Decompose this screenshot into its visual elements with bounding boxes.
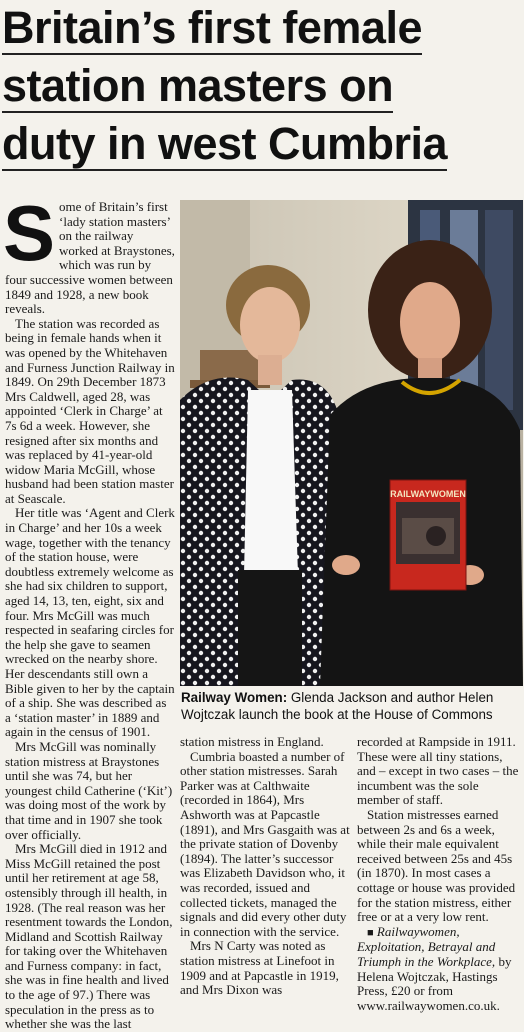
headline-line-1: Britain’s first female — [2, 2, 422, 53]
article-paragraph: Mrs McGill was nominally station mistress at Braystones until she was 74, but her youngest child Catherine (‘Kit’) was doing most of the work by that time and in 1907 she took over officially. — [5, 738, 173, 842]
article-paragraph: Mrs N Carty was noted as station mistress at Linefoot in 1909 and at Papcastle in 1919, and Mrs Dixon was — [180, 938, 339, 998]
book-reference — [357, 925, 522, 1014]
article-paragraph: station mistress in England. — [180, 734, 324, 749]
headline — [0, 0, 524, 174]
svg-text:RAILWAYWOMEN: RAILWAYWOMEN — [390, 489, 466, 499]
book-title: Railwaywomen, Exploitation, Betrayal and Triumph in the Workplace, — [357, 923, 496, 969]
article-paragraph: recorded at Rampside in 1911. These were all tiny stations, and – except in two cases – the incumbent was the sole member of staff. — [357, 734, 519, 808]
photo-caption — [181, 689, 524, 723]
article-paragraph: Cumbria boasted a number of other station mistresses. Sarah Parker was at Calthwaite (recorded in 1864), Mrs Ashworth was at Papcastle (1891), and Mrs Gasgaith was at the private station of Dovenby (1894). The latter’s successor was Elizabeth Davidson who, it was recorded, issued and collected tickets, managed the signals and did every other duty in connection with the service. — [180, 748, 350, 939]
bullet-icon: ■ — [367, 926, 374, 939]
headline-line-2: station masters on — [2, 60, 394, 111]
article-photo — [180, 200, 523, 686]
article-paragraph: The station was recorded as being in female hands when it was opened by the Whitehaven and Furness Junction Railway in 1849. On 29th December 1873 Mrs Caldwell, aged 28, was appointed ‘Clerk in Charge’ at 7s 6d a week. However, she resigned after six months and was replaced by 41-year-old widow Maria McGill, whose husband had been station master at Seascale. — [5, 315, 175, 506]
article-column-1 — [3, 189, 175, 1032]
article-paragraph: Mrs McGill died in 1912 and Miss McGill retained the post until her retirement at age 58, ostensibly through ill health, in 1928. (The real reason was her resentment towards the London, Midland and Scottish Railway for taking over the Whitehaven and Furness company: in fact, she was in fine health and lived to the age of 97.) There was speculation in the press as to whether she was the last — [5, 841, 173, 1032]
article-column-2 — [180, 735, 352, 998]
article-column-3 — [357, 735, 522, 1013]
article-paragraph: Her title was ‘Agent and Clerk in Charge’ and her 10s a week wage, together with the tenancy of the station house, were doubtless extremely welcome as she had six children to support, aged 14, 13, ten, eight, six and four. Mrs McGill was much respected in seafaring circles for the help she gave to seamen wrecked on the nearby shore. Her descendants still own a Bible given to her by the captain of a ship. She was described as a ‘station master’ in 1889 and again in the census of 1901. — [5, 505, 175, 740]
book-cover — [390, 480, 466, 590]
article-paragraph: Station mistresses earned between 2s and 6s a week, while their male equivalent received between 25s and 45s (in 1870). In most cases a cottage or house was provided for the station mistress, either free or at a very low rent. — [357, 806, 516, 925]
book-details: by Helena Wojtczak, Hastings Press, £20 or from www.railwaywomen.co.uk. — [357, 953, 512, 1013]
caption-lead: Railway Women: — [181, 690, 288, 705]
headline-line-3: duty in west Cumbria — [2, 118, 448, 169]
drop-cap: S — [3, 189, 56, 277]
caption-text: Glenda Jackson and author Helen Wojtczak launch the book at the House of Commons — [181, 690, 494, 722]
article-paragraph: Some of Britain’s first ‘lady station masters’ on the railway worked at Braystones, which was run by four successive women between 1849 and 1928, a new book reveals. — [3, 189, 175, 317]
